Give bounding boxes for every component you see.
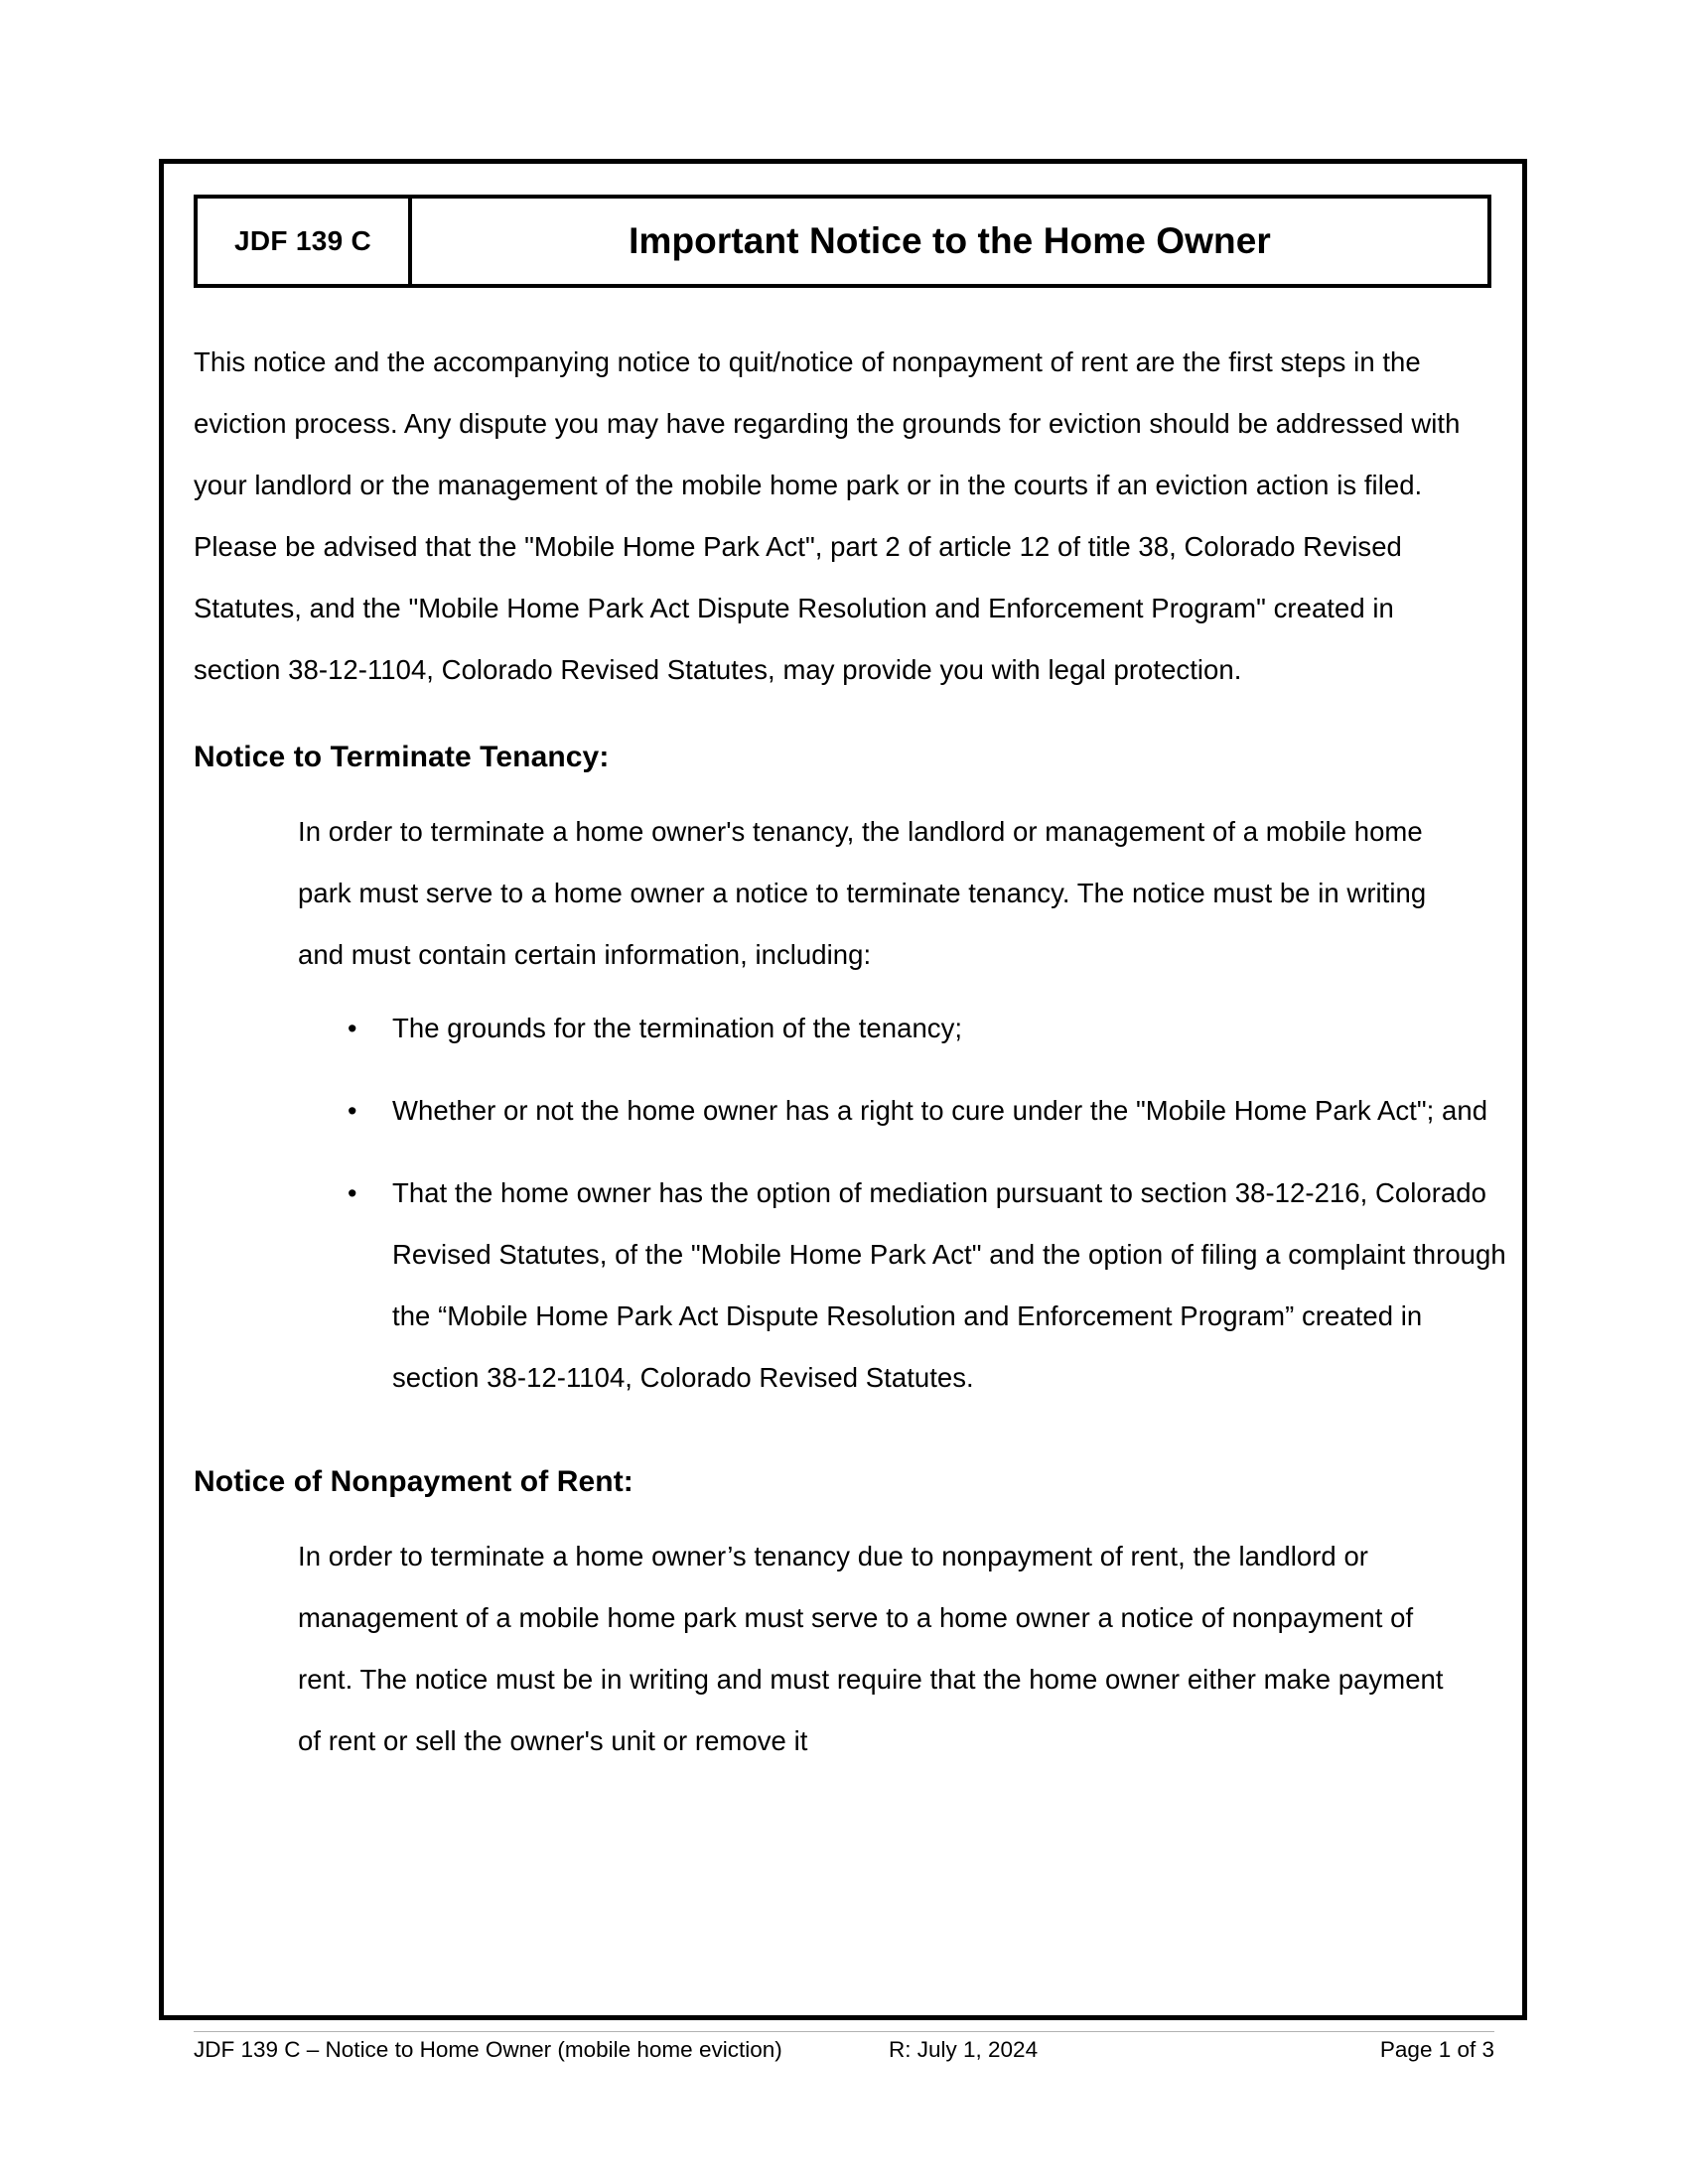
page-title: Important Notice to the Home Owner: [629, 220, 1271, 261]
form-title-cell: [410, 197, 1489, 286]
form-number-cell: [196, 197, 410, 286]
section-heading-nonpayment-of-rent: Notice of Nonpayment of Rent:: [194, 1465, 633, 1498]
list-item: [348, 1080, 1509, 1142]
list-item: [348, 1162, 1509, 1409]
section-heading-terminate-tenancy: Notice to Terminate Tenancy:: [194, 741, 610, 773]
footer-page-number: Page 1 of 3: [1379, 2037, 1494, 2062]
list-item-text: The grounds for the termination of the tenancy;: [392, 1013, 963, 1043]
footer-row: [194, 2034, 1494, 2066]
list-item: [348, 998, 1509, 1059]
form-header-row: [196, 197, 1489, 286]
page-content: [194, 195, 1506, 1772]
form-header-table: [194, 195, 1491, 288]
page-footer: [194, 2031, 1494, 2071]
section-2-paragraph: In order to terminate a home owner’s tenancy due to nonpayment of rent, the landlord or management of a mobile home park must serve to a home owner a notice of nonpayment of rent. The notice must be in writing and must require that the home owner either make payment of rent or sell the owner's unit or remove it: [298, 1541, 1444, 1756]
list-spacer: [348, 1059, 1509, 1080]
list-item-text: Whether or not the home owner has a right to cure under the "Mobile Home Park Act"; and: [392, 1095, 1488, 1126]
bullet-icon: •: [348, 1178, 357, 1208]
document-body: [194, 332, 1506, 1772]
intro-paragraph: This notice and the accompanying notice to quit/notice of nonpayment of rent are the first steps in the eviction process. Any dispute you may have regarding the grounds for eviction should be addressed with your landlord or the management of the mobile home park or in the courts if an eviction action is filed. Please be advised that the "Mobile Home Park Act", part 2 of article 12 of title 38, Colorado Revised Statutes, and the "Mobile Home Park Act Dispute Resolution and Enforcement Program" created in section 38-12-1104, Colorado Revised Statutes, may provide you with legal protection.: [194, 346, 1461, 685]
list-item-text: That the home owner has the option of mediation pursuant to section 38-12-216, Colorado Revised Statutes, of the "Mobile Home Park Act" and the option of filing a complaint through the “Mobile Home Park Act Dispute Resolution and Enforcement Program” created in section 38-12-1104, Colorado Revised Statutes.: [392, 1177, 1506, 1393]
footer-revision-date: R: July 1, 2024: [889, 2037, 1039, 2062]
bullet-icon: •: [348, 1096, 357, 1126]
section-1-paragraph: In order to terminate a home owner's tenancy, the landlord or management of a mobile home park must serve to a home owner a notice to terminate tenancy. The notice must be in writing and must contain certain information, including:: [298, 816, 1427, 970]
terminate-tenancy-bullet-list: [194, 998, 1506, 1409]
form-number: JDF 139 C: [233, 225, 372, 256]
footer-divider: [194, 2031, 1494, 2032]
bullet-icon: •: [348, 1014, 357, 1043]
list-spacer: [348, 1142, 1509, 1162]
footer-form-description: JDF 139 C – Notice to Home Owner (mobile home eviction): [194, 2037, 782, 2062]
